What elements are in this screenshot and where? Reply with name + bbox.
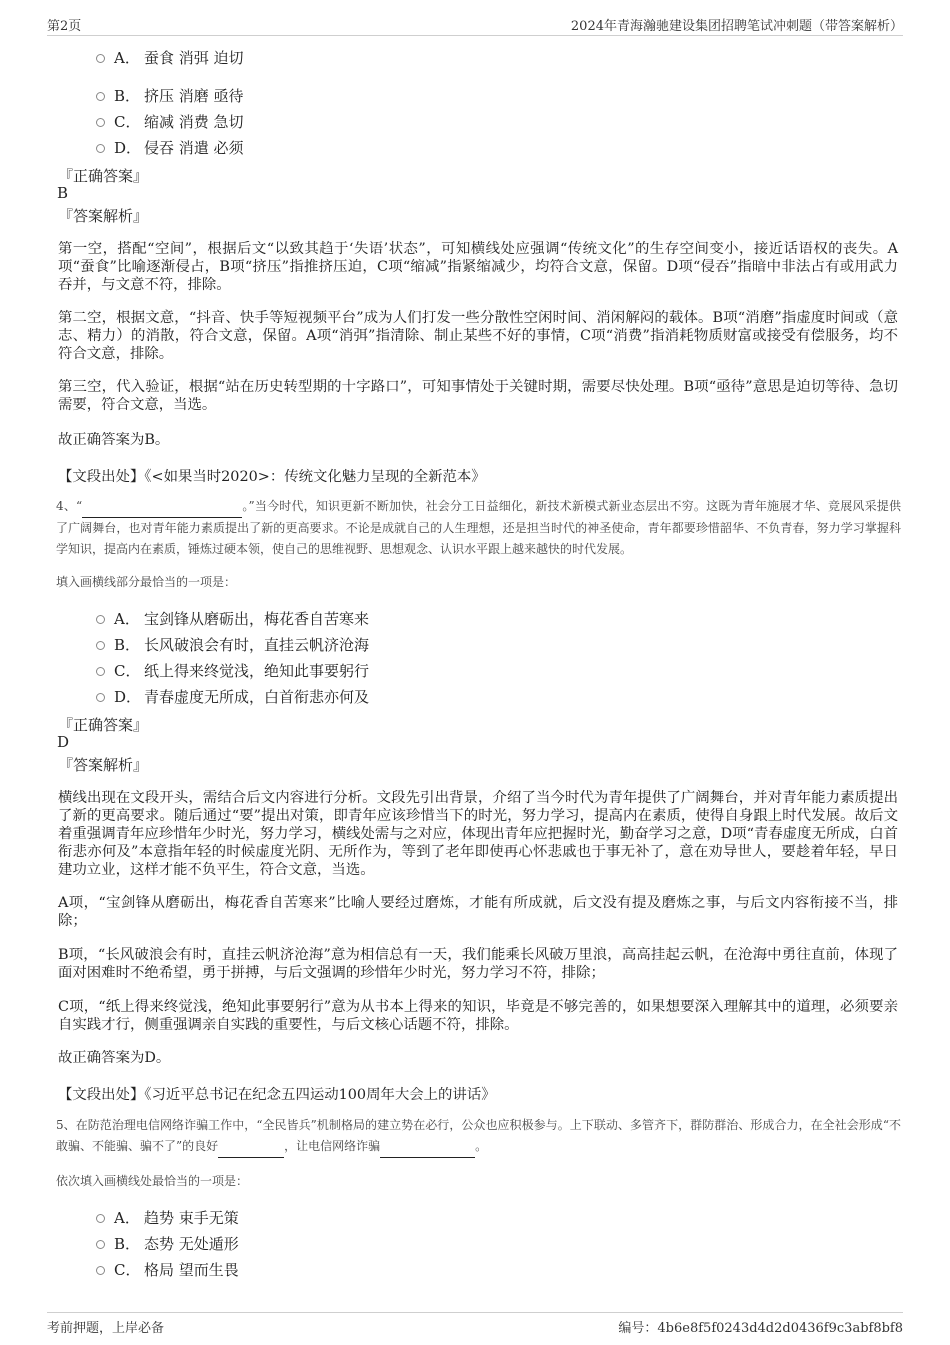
page-header <box>47 13 903 36</box>
radio-icon[interactable] <box>96 693 105 702</box>
q3-source: 【文段出处】《<如果当时2020>：传统文化魅力呈现的全新范本》 <box>58 469 486 485</box>
q4-analysis-paragraph: 横线出现在文段开头，需结合后文内容进行分析。文段先引出背景，介绍了当今时代为青年提供了广阔舞台，并对青年能力素质提出了新的更高要求。随后通过“要”提出对策，即青年应该珍惜当下的时光，努力学习，提高内在素质，使得自身跟上时代发展。故后文着重强调青年应珍惜年少时光，努力学习，横线处需与之对应，体现出青年应把握时光，勤奋学习之意，D项“青春虚度无所成，白首衔悲亦何及”本意指年轻的时候虚度光阴、无所作为，等到了老年即使再心怀悲戚也于事无补了，意在劝导世人，要趁着年轻，早日建功立业，这样才能不负平生，符合文意，当选。 <box>58 790 898 878</box>
q5-question: 5、在防范治理电信网络诈骗工作中，“全民皆兵”机制格局的建立势在必行，公众也应积极参与。上下联动、多管齐下，群防群治、形成合力，在全社会形成“不敢骗、不能骗、骗不了”的良好 ，让电信网络诈骗 。 <box>56 1115 901 1158</box>
q3-conclusion: 故正确答案为B。 <box>58 432 170 448</box>
analysis-label: 『答案解析』 <box>58 207 149 225</box>
page-footer <box>47 1312 903 1339</box>
page-number: 第2页 <box>47 19 82 34</box>
radio-icon[interactable] <box>96 118 105 127</box>
fill-blank <box>380 1136 475 1158</box>
analysis-label: 『答案解析』 <box>58 756 149 774</box>
radio-icon[interactable] <box>96 144 105 153</box>
radio-icon[interactable] <box>96 1214 105 1223</box>
q4-analysis-paragraph: C项，“纸上得来终觉浅，绝知此事要躬行”意为从书本上得来的知识，毕竟是不够完善的，如果想要深入理解其中的道理，必须要亲自实践才行，侧重强调亲自实践的重要性，与后文核心话题不符，排除。 <box>58 999 898 1033</box>
document-code: 编号：4b6e8f5f0243d4d2d0436f9c3abf8bf8 <box>618 1321 903 1336</box>
q4-answer: D <box>57 733 70 751</box>
q4-conclusion: 故正确答案为D。 <box>58 1050 171 1066</box>
q4-prompt: 填入画横线部分最恰当的一项是： <box>56 575 237 589</box>
q3-answer: B <box>57 184 69 202</box>
radio-icon[interactable] <box>96 1240 105 1249</box>
q5-prompt: 依次填入画横线处最恰当的一项是： <box>56 1174 249 1188</box>
correct-answer-label: 『正确答案』 <box>58 167 149 185</box>
radio-icon[interactable] <box>96 667 105 676</box>
q3-analysis-paragraph: 第一空，搭配“空间”，根据后文“以致其趋于‘失语’状态”，可知横线处应强调“传统文化”的生存空间变小，接近话语权的丧失。A项“蚕食”比喻逐渐侵占，B项“挤压”指推挤压迫，C项“缩减”指紧缩减少，均符合文意，保留。D项“侵吞”指暗中非法占有或用武力吞并，与文意不符，排除。 <box>58 241 898 293</box>
q4-analysis-paragraph: B项，“长风破浪会有时，直挂云帆济沧海”意为相信总有一天，我们能乘长风破万里浪，高高挂起云帆，在沧海中勇往直前，体现了面对困难时不绝希望，勇于拼搏，与后文强调的珍惜年少时光，努力学习不符，排除； <box>58 947 898 981</box>
q3-analysis-paragraph: 第三空，代入验证，根据“站在历史转型期的十字路口”，可知事情处于关键时期，需要尽快处理。B项“亟待”意思是迫切等待、急切需要，符合文意，当选。 <box>58 379 898 413</box>
radio-icon[interactable] <box>96 1266 105 1275</box>
radio-icon[interactable] <box>96 54 105 63</box>
fill-blank <box>218 1136 284 1158</box>
q4-source: 【文段出处】《习近平总书记在纪念五四运动100周年大会上的讲话》 <box>58 1087 496 1103</box>
document-title: 2024年青海瀚驰建设集团招聘笔试冲刺题（带答案解析） <box>570 19 903 34</box>
q3-analysis-paragraph: 第二空，根据文意，“抖音、快手等短视频平台”成为人们打发一些分散性空闲时间、消闲解闷的载体。B项“消磨”指虚度时间或（意志、精力）的消散，符合文意，保留。A项“消弭”指清除、制止某些不好的事情，C项“消费”指消耗物质财富或接受有偿服务，均不符合文意，排除。 <box>58 310 898 362</box>
q4-analysis-paragraph: A项，“宝剑锋从磨砺出，梅花香自苦寒来”比喻人要经过磨炼，才能有所成就，后文没有提及磨炼之事，与后文内容衔接不当，排除； <box>58 895 898 929</box>
radio-icon[interactable] <box>96 92 105 101</box>
radio-icon[interactable] <box>96 641 105 650</box>
correct-answer-label: 『正确答案』 <box>58 716 149 734</box>
fill-blank <box>82 496 242 518</box>
radio-icon[interactable] <box>96 615 105 624</box>
footer-slogan: 考前押题，上岸必备 <box>47 1321 165 1336</box>
q4-question: 4、“ 。”当今时代，知识更新不断加快，社会分工日益细化，新技术新模式新业态层出不穷。这既为青年施展才华、竞展风采提供了广阔舞台，也对青年能力素质提出了新的更高要求。不论是成就自己的人生理想，还是担当时代的神圣使命，青年都要珍惜韶华、不负青春，努力学习掌握科学知识，提高内在素质，锤炼过硬本领，使自己的思维视野、思想观念、认识水平跟上越来越快的时代发展。 <box>56 496 901 560</box>
